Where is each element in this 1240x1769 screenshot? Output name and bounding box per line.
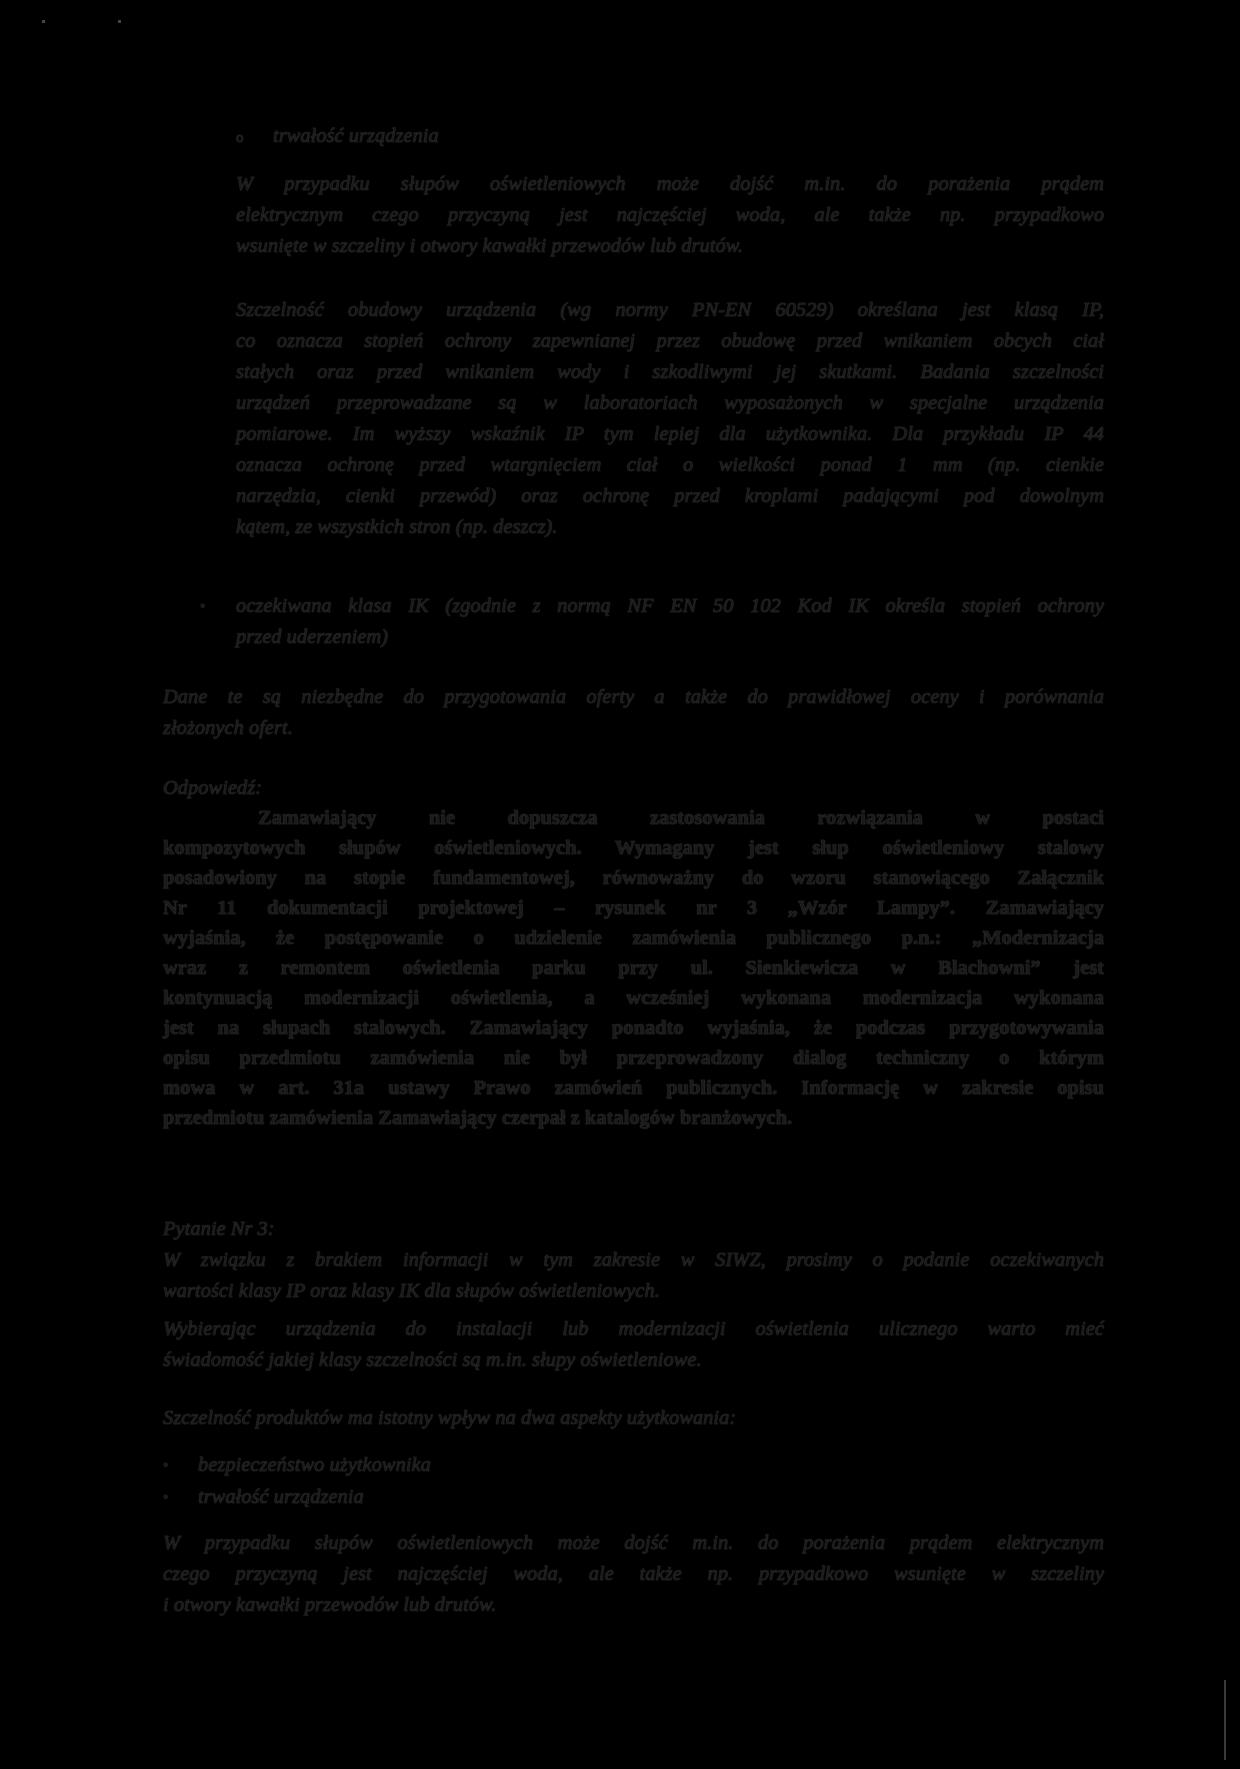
answer-line: opisu przedmiotu zamówienia nie był przeprowadzony dialog techniczny o którym <box>163 1047 1104 1069</box>
paragraph-line: świadomość jakiej klasy szczelności są m.in. słupy oświetleniowe. <box>163 1349 702 1371</box>
answer-line: posadowiony na stopie fundamentowej, równoważny do wzoru stanowiącego Załącznik <box>163 867 1104 889</box>
answer-line: przedmiotu zamówienia Zamawiający czerpał z katalogów branżowych. <box>163 1107 793 1129</box>
answer-line: Zamawiający nie dopuszcza zastosowania rozwiązania w postaci <box>258 807 1104 829</box>
list-item-durability: trwałość urządzenia <box>273 125 439 147</box>
paragraph-line: kątem, ze wszystkich stron (np. deszcz). <box>236 516 558 538</box>
list-marker-bullet: • <box>200 599 206 615</box>
paragraph-line: W przypadku słupów oświetleniowych może dojść m.in. do porażenia prądem <box>236 173 1104 195</box>
list-marker-bullet: • <box>163 1490 169 1506</box>
paragraph-line: W przypadku słupów oświetleniowych może dojść m.in. do porażenia prądem elektrycznym <box>163 1532 1104 1554</box>
answer-line: mowa w art. 31a ustawy Prawo zamówień publicznych. Informację w zakresie opisu <box>163 1077 1104 1099</box>
paragraph-line: pomiarowe. Im wyższy wskaźnik IP tym lepiej dla użytkownika. Dla przykładu IP 44 <box>236 423 1104 445</box>
paragraph-line: czego przyczyną jest najczęściej woda, ale także np. przypadkowo wsunięte w szczeliny <box>163 1563 1104 1585</box>
list-item-user-safety: bezpieczeństwo użytkownika <box>198 1454 431 1476</box>
list-item-ik-class: przed uderzeniem) <box>236 626 389 648</box>
list-marker-bullet: • <box>163 1458 169 1474</box>
paragraph-line: Szczelność produktów ma istotny wpływ na dwa aspekty użytkowania: <box>163 1407 737 1429</box>
answer-line: kompozytowych słupów oświetleniowych. Wymagany jest słup oświetleniowy stalowy <box>163 837 1104 859</box>
paragraph-line: i otwory kawałki przewodów lub drutów. <box>163 1594 497 1616</box>
paragraph-line: Wybierając urządzenia do instalacji lub modernizacji oświetlenia ulicznego warto mieć <box>163 1318 1104 1340</box>
paragraph-line: złożonych ofert. <box>163 717 293 739</box>
question-line: wartości klasy IP oraz klasy IK dla słupów oświetleniowych. <box>163 1280 660 1302</box>
list-marker-circle: o <box>236 130 244 146</box>
paragraph-line: elektrycznym czego przyczyną jest najczęściej woda, ale także np. przypadkowo <box>236 204 1104 226</box>
paragraph-line: Dane te są niezbędne do przygotowania oferty a także do prawidłowej oceny i porównania <box>163 686 1104 708</box>
answer-line: wyjaśnia, że postępowanie o udzielenie zamówienia publicznego p.n.: „Modernizacja <box>163 927 1104 949</box>
paragraph-line: Szczelność obudowy urządzenia (wg normy PN-EN 60529) określana jest klasą IP, <box>236 299 1104 321</box>
paragraph-line: narzędzia, cienki przewód) oraz ochronę przed kroplami padającymi pod dowolnym <box>236 485 1104 507</box>
scan-speck <box>118 20 121 23</box>
answer-line: jest na słupach stalowych. Zamawiający ponadto wyjaśnia, że podczas przygotowywania <box>163 1017 1104 1039</box>
paragraph-line: co oznacza stopień ochrony zapewnianej przez obudowę przed wnikaniem obcych ciał <box>236 330 1104 352</box>
answer-line: wraz z remontem oświetlenia parku przy ul. Sienkiewicza w Blachowni” jest <box>163 957 1104 979</box>
answer-line: kontynuacją modernizacji oświetlenia, a wcześniej wykonana modernizacja wykonana <box>163 987 1104 1009</box>
list-item-ik-class: oczekiwana klasa IK (zgodnie z normą NF EN 50 102 Kod IK określa stopień ochrony <box>236 595 1104 617</box>
paragraph-line: wsunięte w szczeliny i otwory kawałki przewodów lub drutów. <box>236 235 743 257</box>
paragraph-line: stałych oraz przed wnikaniem wody i szkodliwymi jej skutkami. Badania szczelności <box>236 361 1104 383</box>
question-heading: Pytanie Nr 3: <box>163 1218 275 1240</box>
question-line: W związku z brakiem informacji w tym zakresie w SIWZ, prosimy o podanie oczekiwanych <box>163 1249 1104 1271</box>
list-item-durability: trwałość urządzenia <box>198 1486 364 1508</box>
scan-edge-line <box>1224 1680 1226 1760</box>
answer-heading: Odpowiedź: <box>163 777 263 799</box>
scan-speck <box>42 20 45 23</box>
paragraph-line: urządzeń przeprowadzane są w laboratoriach wyposażonych w specjalne urządzenia <box>236 392 1104 414</box>
answer-line: Nr 11 dokumentacji projektowej – rysunek nr 3 „Wzór Lampy”. Zamawiający <box>163 897 1104 919</box>
paragraph-line: oznacza ochronę przed wtargnięciem ciał o wielkości ponad 1 mm (np. cienkie <box>236 454 1104 476</box>
